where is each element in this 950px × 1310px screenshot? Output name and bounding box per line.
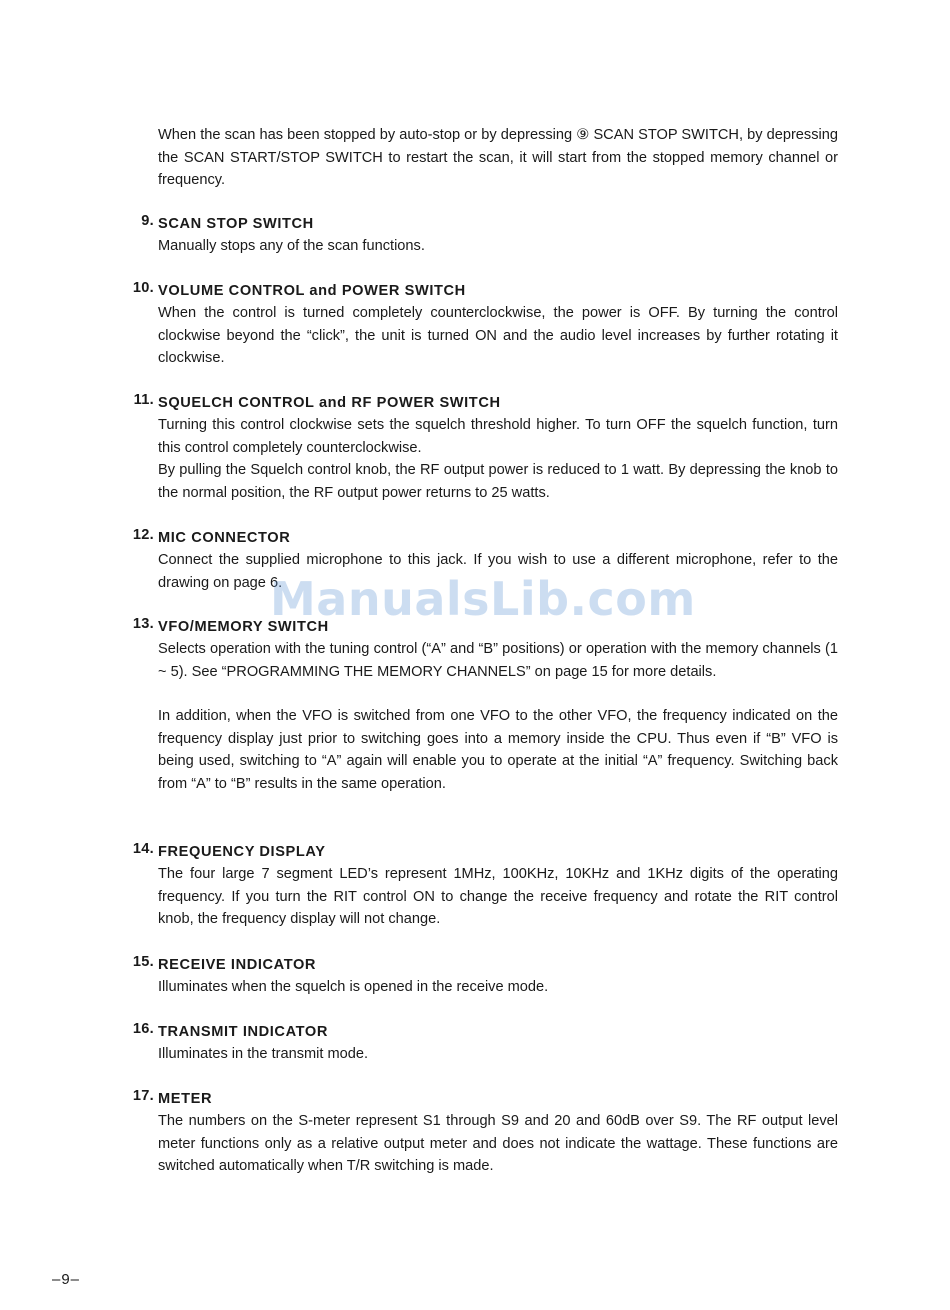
section-title: MIC CONNECTOR bbox=[158, 530, 291, 546]
section-body bbox=[158, 863, 838, 931]
section-number: 13. bbox=[132, 616, 154, 632]
section-paragraph: Illuminates in the transmit mode. bbox=[158, 1046, 369, 1062]
section-paragraph: The four large 7 segment LED’s represent 1MHz, 100KHz, 10KHz and 1KHz digits of the operating frequency. If you turn the RIT control ON to change the receive frequency and rotate the RIT control knob, the frequency display will not change. bbox=[158, 866, 838, 927]
section-title: FREQUENCY DISPLAY bbox=[158, 844, 326, 860]
watermark: ManualsLib.com bbox=[270, 572, 696, 626]
section-title: SQUELCH CONTROL and RF POWER SWITCH bbox=[158, 395, 501, 411]
section-number: 16. bbox=[132, 1021, 154, 1037]
section-body bbox=[158, 1110, 838, 1178]
section-paragraph: Selects operation with the tuning control (“A” and “B” positions) or operation with the memory channels (1 ~ 5). See “PROGRAMMING THE MEMORY CHANNELS” on page 15 for more details. bbox=[158, 641, 838, 680]
section-number: 12. bbox=[132, 527, 154, 543]
section-frequency-display bbox=[124, 841, 838, 931]
section-title: VOLUME CONTROL and POWER SWITCH bbox=[158, 283, 466, 299]
section-title: VFO/MEMORY SWITCH bbox=[158, 619, 329, 635]
section-paragraph: By pulling the Squelch control knob, the RF output power is reduced to 1 watt. By depressing the knob to the normal position, the RF output power returns to 25 watts. bbox=[158, 462, 838, 501]
section-paragraph: Manually stops any of the scan functions. bbox=[158, 238, 425, 254]
section-paragraph: Connect the supplied microphone to this jack. If you wish to use a different microphone, refer to the drawing on page 6. bbox=[158, 552, 838, 591]
section-scan-stop-switch bbox=[124, 213, 838, 258]
section-title: METER bbox=[158, 1091, 213, 1107]
section-body bbox=[158, 1043, 838, 1066]
section-title: TRANSMIT INDICATOR bbox=[158, 1024, 328, 1040]
section-paragraph: The numbers on the S-meter represent S1 through S9 and 20 and 60dB over S9. The RF output level meter functions only as a relative output meter and does not indicate the wattage. These functions are switched automatically when T/R switching is made. bbox=[158, 1113, 838, 1174]
section-meter bbox=[124, 1088, 838, 1178]
section-vfo-memory-switch bbox=[124, 616, 838, 795]
section-transmit-indicator bbox=[124, 1021, 838, 1066]
section-body bbox=[158, 638, 838, 795]
section-body bbox=[158, 302, 838, 370]
intro-paragraph: When the scan has been stopped by auto-stop or by depressing ⑨ SCAN STOP SWITCH, by depressing the SCAN START/STOP SWITCH to restart the scan, it will start from the stopped memory channel or frequency. bbox=[158, 127, 838, 188]
section-body bbox=[158, 414, 838, 504]
section-body bbox=[158, 976, 838, 999]
section-number: 15. bbox=[132, 954, 154, 970]
section-paragraph: Turning this control clockwise sets the squelch threshold higher. To turn OFF the squelch function, turn this control completely counterclockwise. bbox=[158, 417, 838, 456]
section-number: 10. bbox=[132, 280, 154, 296]
page-number: –9– bbox=[52, 1271, 81, 1288]
section-paragraph: When the control is turned completely counterclockwise, the power is OFF. By turning the control clockwise beyond the “click”, the unit is turned ON and the audio level increases by further rotating it clockwise. bbox=[158, 305, 838, 366]
section-number: 17. bbox=[132, 1088, 154, 1104]
section-title: SCAN STOP SWITCH bbox=[158, 216, 314, 232]
section-body bbox=[158, 235, 838, 258]
section-receive-indicator bbox=[124, 954, 838, 999]
section-paragraph: Illuminates when the squelch is opened in the receive mode. bbox=[158, 979, 549, 995]
section-squelch-control bbox=[124, 392, 838, 504]
section-number: 9. bbox=[141, 213, 154, 229]
section-title: RECEIVE INDICATOR bbox=[158, 957, 317, 973]
section-number: 14. bbox=[132, 841, 154, 857]
section-paragraph: In addition, when the VFO is switched from one VFO to the other VFO, the frequency indicated on the frequency display just prior to switching goes into a memory inside the CPU. Thus even if “B” VFO is being used, switching to “A” again will enable you to operate at the initial “A” frequency. Switching back from “A” to “B” results in the same operation. bbox=[158, 708, 838, 792]
section-volume-control bbox=[124, 280, 838, 370]
section-number: 11. bbox=[133, 392, 154, 408]
